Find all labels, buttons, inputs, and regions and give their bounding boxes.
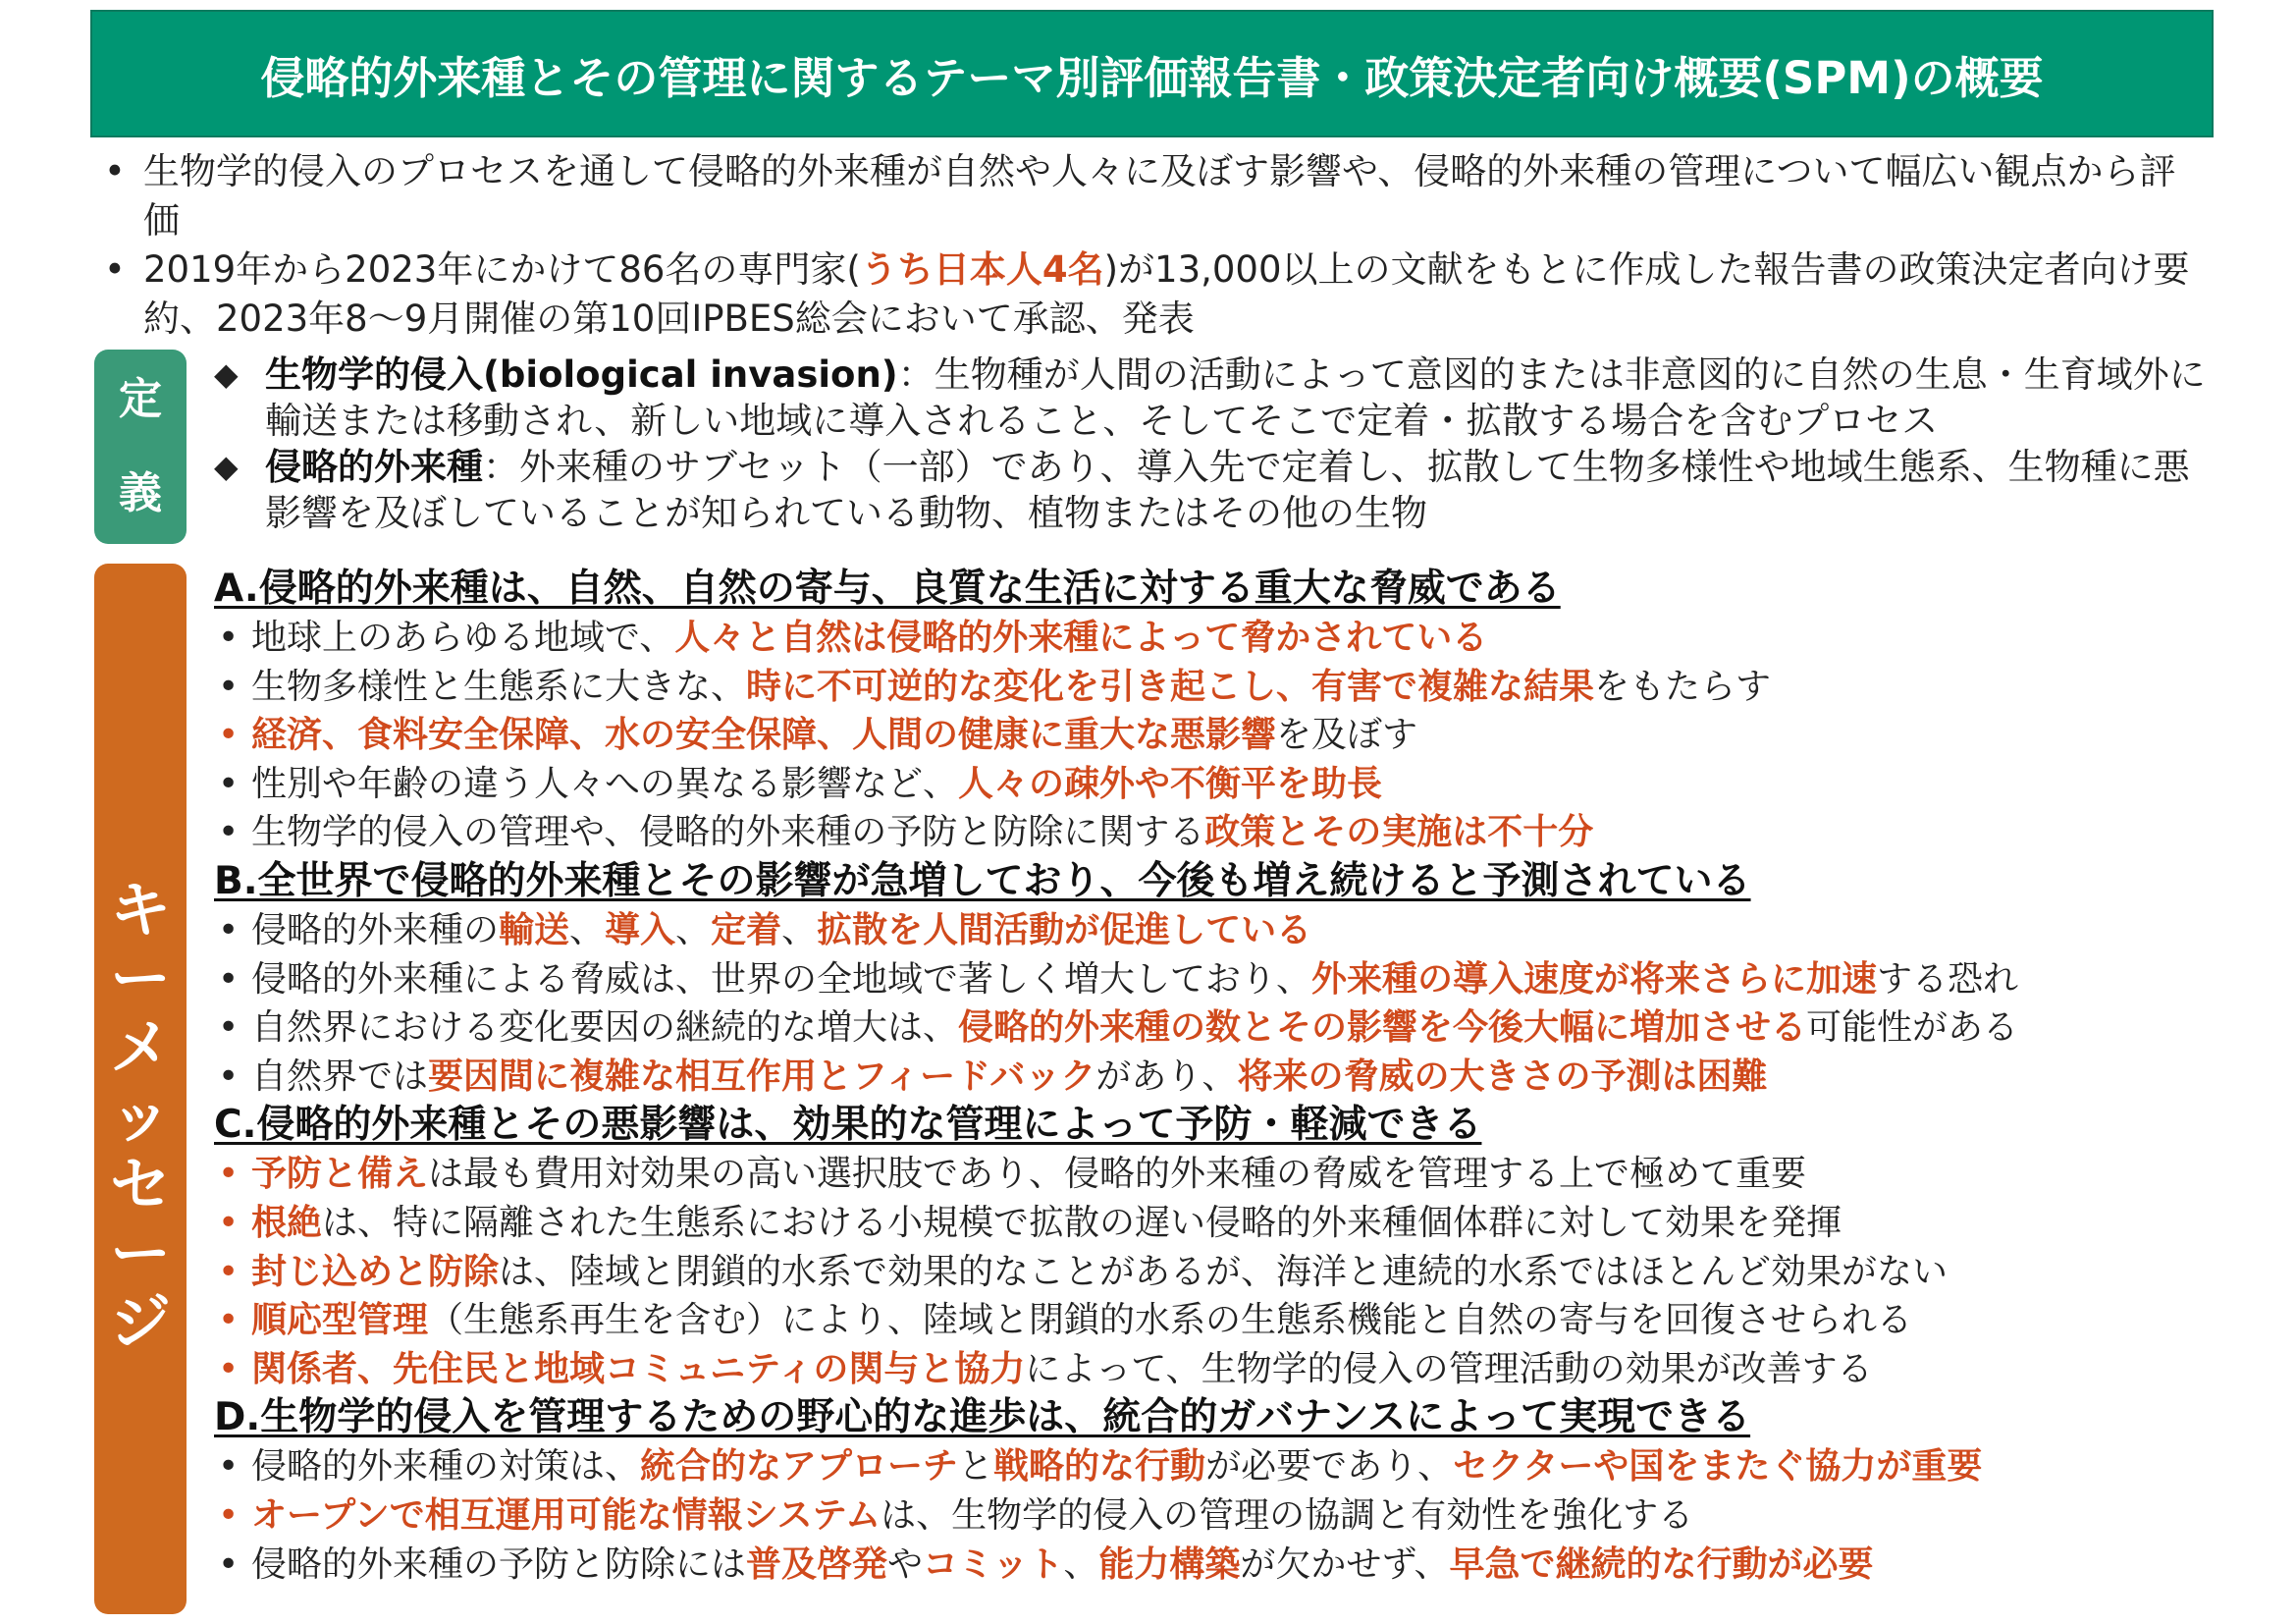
diamond-bullet-icon: ◆ [214,355,239,393]
body-text: は、陸域と閉鎖的水系で効果的なことがあるが、海洋と連続的水系ではほとんど効果がない [499,1251,1949,1292]
body-text: 、 [1063,1543,1099,1585]
key-message-item [214,1491,2207,1541]
highlight-text: 導入 [605,909,676,950]
definition-tab-char: 義 [119,468,162,518]
intro-item [98,147,2209,245]
key-message-item [214,1150,2207,1199]
definition-item [214,444,2207,536]
key-tab-char: ー [109,943,171,1014]
definition-tab-char: 定 [119,374,162,424]
section-heading: A.侵略的外来種は、自然、自然の寄与、良質な生活に対する重大な脅威である [214,567,1561,611]
body-text: は最も費用対効果の高い選択肢であり、侵略的外来種の脅威を管理する上で極めて重要 [428,1154,1807,1195]
key-tab-char: セ [109,1149,171,1220]
body-text: が欠かせず、 [1240,1543,1450,1585]
body-text: 侵略的外来種の予防と防除には [251,1543,747,1585]
page-title: 侵略的外来種とその管理に関するテーマ別評価報告書・政策決定者向け概要(SPM)の概要 [260,51,2044,104]
highlight-text: 経済、食料安全保障、水の安全保障、人間の健康に重大な悪影響 [251,715,1277,756]
key-message-item [214,1248,2207,1297]
body-text: 生物多様性と生態系に大きな、 [251,666,747,707]
key-tab-char: キ [109,874,171,946]
key-messages [214,565,2207,1589]
key-message-item [214,1053,2207,1102]
intro-list [98,147,2209,344]
key-message-item [214,760,2207,809]
body-text: )が13,000以上の文献をもとに作成した報告書の政策決定者向け要約、2023年8～9月開催の第10回IPBES総会において承認、発表 [143,248,2190,340]
highlight-text: 戦略的な行動 [993,1446,1206,1488]
highlight-text: 根絶 [251,1202,323,1243]
highlight-text: 人々と自然は侵略的外来種によって脅かされている [674,618,1488,658]
body-text: 侵略的外来種の対策は、 [251,1446,641,1488]
body-text: をもたらす [1594,666,1772,707]
key-message-item [214,1199,2207,1248]
body-text: や [887,1543,924,1585]
highlight-text: 外来種の導入速度が将来さらに加速 [1311,958,1878,1000]
body-text: 生物学的侵入のプロセスを通して侵略的外来種が自然や人々に及ぼす影響や、侵略的外来種の管理について幅広い観点から評価 [143,150,2176,242]
body-text: が必要であり、 [1205,1446,1454,1488]
highlight-text: 早急で継続的な行動が必要 [1449,1543,1874,1585]
body-text: 侵略的外来種による脅威は、世界の全地域で著しく増大しており、 [251,958,1312,1000]
highlight-text: 政策とその実施は不十分 [1204,812,1594,853]
key-tab-char: ッ [109,1080,171,1152]
body-text: によって、生物学的侵入の管理活動の効果が改善する [1025,1348,1873,1389]
diamond-bullet-icon: ◆ [214,448,239,485]
highlight-text: 定着 [711,909,782,950]
key-tab-char: ジ [109,1286,171,1358]
body-text: 可能性がある [1806,1007,2019,1049]
key-message-item [214,614,2207,663]
definition-text: ：生物種が人間の活動によって意図的または非意図的に自然の生息・生育域外に輸送または移動され、新しい地域に導入されること、そしてそこで定着・拡散する場合を含むプロセス [265,353,2206,442]
body-text: 、 [781,909,818,950]
highlight-text: 順応型管理 [251,1300,429,1341]
body-text: を及ぼす [1276,715,1418,756]
highlight-text: 統合的なアプローチ [640,1446,959,1488]
definition-tab [94,350,187,544]
body-text: 、 [675,909,712,950]
highlight-text: 拡散を人間活動が促進している [817,909,1312,950]
section-heading: B.全世界で侵略的外来種とその影響が急増しており、今後も増え続けると予測されている [214,858,1751,903]
key-message-item [214,1442,2207,1491]
key-message-item [214,1541,2207,1590]
definitions [214,352,2207,536]
key-tab-char: ー [109,1218,171,1289]
highlight-text: 輸送 [499,909,570,950]
intro-item [98,245,2209,344]
key-message-item [214,906,2207,955]
body-text: 性別や年齢の違う人々への異なる影響など、 [251,763,959,804]
key-message-item [214,1345,2207,1394]
key-message-item [214,808,2207,857]
title-bar [90,10,2214,137]
body-text: する恐れ [1877,958,2019,1000]
highlight-text: うち日本人4名 [860,248,1104,291]
body-text: 2019年から2023年にかけて86名の専門家( [143,248,861,291]
highlight-text: 普及啓発 [746,1543,888,1585]
body-text: は、生物学的侵入の管理の協調と有効性を強化する [881,1494,1694,1536]
highlight-text: オープンで相互運用可能な情報システム [251,1494,881,1536]
highlight-text: 封じ込めと防除 [251,1251,500,1292]
body-text: があり、 [1095,1056,1238,1097]
definition-text: ：外来種のサブセット（一部）であり、導入先で定着し、拡散して生物多様性や地域生態系、生物種に悪影響を及ぼしていることが知られている動物、植物またはその他の生物 [265,446,2190,534]
body-text: 自然界における変化要因の継続的な増大は、 [251,1007,959,1049]
highlight-text: 関係者、先住民と地域コミュニティの関与と協力 [251,1348,1026,1389]
body-text: 地球上のあらゆる地域で、 [251,618,675,658]
highlight-text: コミット [923,1543,1064,1585]
highlight-text: 侵略的外来種の数とその影響を今後大幅に増加させる [958,1007,1807,1049]
highlight-text: 要因間に複雑な相互作用とフィードバック [428,1056,1096,1097]
body-text: 、 [569,909,606,950]
key-tab-char: メ [109,1011,171,1083]
body-text: 生物学的侵入の管理や、侵略的外来種の予防と防除に関する [251,812,1205,853]
key-message-item [214,663,2207,712]
body-text: 侵略的外来種の [251,909,500,950]
highlight-text: 時に不可逆的な変化を引き起こし、有害で複雑な結果 [746,666,1595,707]
section-heading: D.生物学的侵入を管理するための野心的な進歩は、統合的ガバナンスによって実現できる [214,1395,1751,1440]
definition-item [214,352,2207,444]
highlight-text: 将来の脅威の大きさの予測は困難 [1237,1056,1768,1097]
body-text: と [958,1446,994,1488]
highlight-text: 予防と備え [251,1154,429,1195]
highlight-text: セクターや国をまたぐ協力が重要 [1453,1446,1983,1488]
section-heading: C.侵略的外来種とその悪影響は、効果的な管理によって予防・軽減できる [214,1103,1482,1148]
body-text: （生態系再生を含む）により、陸域と閉鎖的水系の生態系機能と自然の寄与を回復させられる [428,1300,1913,1341]
key-message-item [214,955,2207,1004]
highlight-text: 人々の疎外や不衡平を助長 [958,763,1383,804]
key-message-item [214,1296,2207,1345]
key-message-tab [94,564,187,1614]
highlight-text: 能力構築 [1098,1543,1241,1585]
definition-term: 生物学的侵入(biological invasion) [265,353,898,396]
key-message-item [214,1003,2207,1053]
body-text: 自然界では [251,1056,429,1097]
definition-term: 侵略的外来種 [265,446,483,488]
body-text: は、特に隔離された生態系における小規模で拡散の遅い侵略的外来種個体群に対して効果を発揮 [322,1202,1842,1243]
key-message-item [214,711,2207,760]
